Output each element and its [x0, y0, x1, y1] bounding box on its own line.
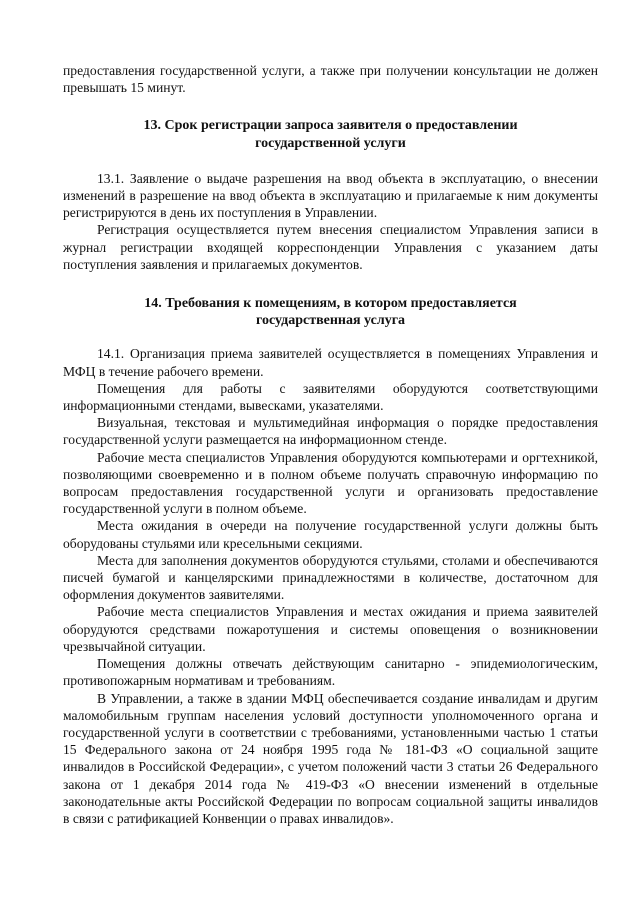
section-14-paragraph-5: Места ожидания в очереди на получение государственной услуги должны быть оборудованы стульями или кресельными секциями.	[63, 518, 598, 551]
intro-paragraph: предоставления государственной услуги, а также при получении консультации не должен превышать 15 минут.	[63, 63, 598, 96]
section-14-paragraph-9: В Управлении, а также в здании МФЦ обеспечивается создание инвалидам и другим маломобильным группам населения условий доступности уполномоченного органа и государственной услуги в соответствии с требованиями, установленными частью 1 статьи 15 Федерального закона от 24 ноября 1995 года № 181-ФЗ «О социальной защите инвалидов в Российской Федерации», с учетом положений части 3 статьи 26 Федерального закона от 1 декабря 2014 года № 419-ФЗ «О внесении изменений в отдельные законодательные акты Российской Федерации по вопросам социальной защиты инвалидов в связи с ратификацией Конвенции о правах инвалидов».	[63, 690, 598, 826]
section-14-paragraph-7: Рабочие места специалистов Управления и местах ожидания и приема заявителей оборудуются средствами пожаротушения и системы оповещения о возникновении чрезвычайной ситуации.	[63, 604, 598, 654]
section-14-title-line-1: 14. Требования к помещениям, в котором предоставляется	[144, 296, 517, 312]
section-13-title-line-2: государственной услуги	[255, 135, 406, 151]
section-14-paragraph-3: Визуальная, текстовая и мультимедийная информация о порядке предоставления государственной услуги размещается на информационном стенде.	[63, 415, 598, 448]
section-14-paragraph-6: Места для заполнения документов оборудуются стульями, столами и обеспечиваются писчей бумагой и канцелярскими принадлежностями в количестве, достаточном для оформления документов заявителями.	[63, 552, 598, 603]
section-14-paragraph-8: Помещения должны отвечать действующим санитарно - эпидемиологическим, противопожарным нормативам и требованиям.	[63, 656, 598, 689]
section-13-title	[63, 117, 598, 151]
section-13-paragraph-2: Регистрация осуществляется путем внесения специалистом Управления записи в журнал регистрации входящей корреспонденции Управления с указанием даты поступления заявления и прилагаемых документов.	[63, 222, 598, 272]
section-14-paragraph-4: Рабочие места специалистов Управления оборудуются компьютерами и оргтехникой, позволяющими своевременно и в полном объеме получать справочную информацию по вопросам предоставления государственной услуги и организовать предоставление государственной услуги в полном объеме.	[63, 449, 598, 517]
section-13-title-line-1: 13. Срок регистрации запроса заявителя о предоставлении	[143, 118, 518, 134]
document-page	[63, 62, 598, 827]
section-14-paragraph-2: Помещения для работы с заявителями оборудуются соответствующими информационными стендами, вывесками, указателями.	[63, 380, 598, 414]
section-14-title	[63, 295, 598, 329]
section-13-paragraph-1: 13.1. Заявление о выдаче разрешения на ввод объекта в эксплуатацию, о внесении изменений в разрешение на ввод объекта в эксплуатацию и прилагаемые к ним документы регистрируются в день их поступления в Управлении.	[63, 170, 598, 221]
section-14-paragraph-1: 14.1. Организация приема заявителей осуществляется в помещениях Управления и МФЦ в течение рабочего времени.	[63, 346, 598, 379]
section-14-title-line-2: государственная услуга	[255, 313, 406, 329]
